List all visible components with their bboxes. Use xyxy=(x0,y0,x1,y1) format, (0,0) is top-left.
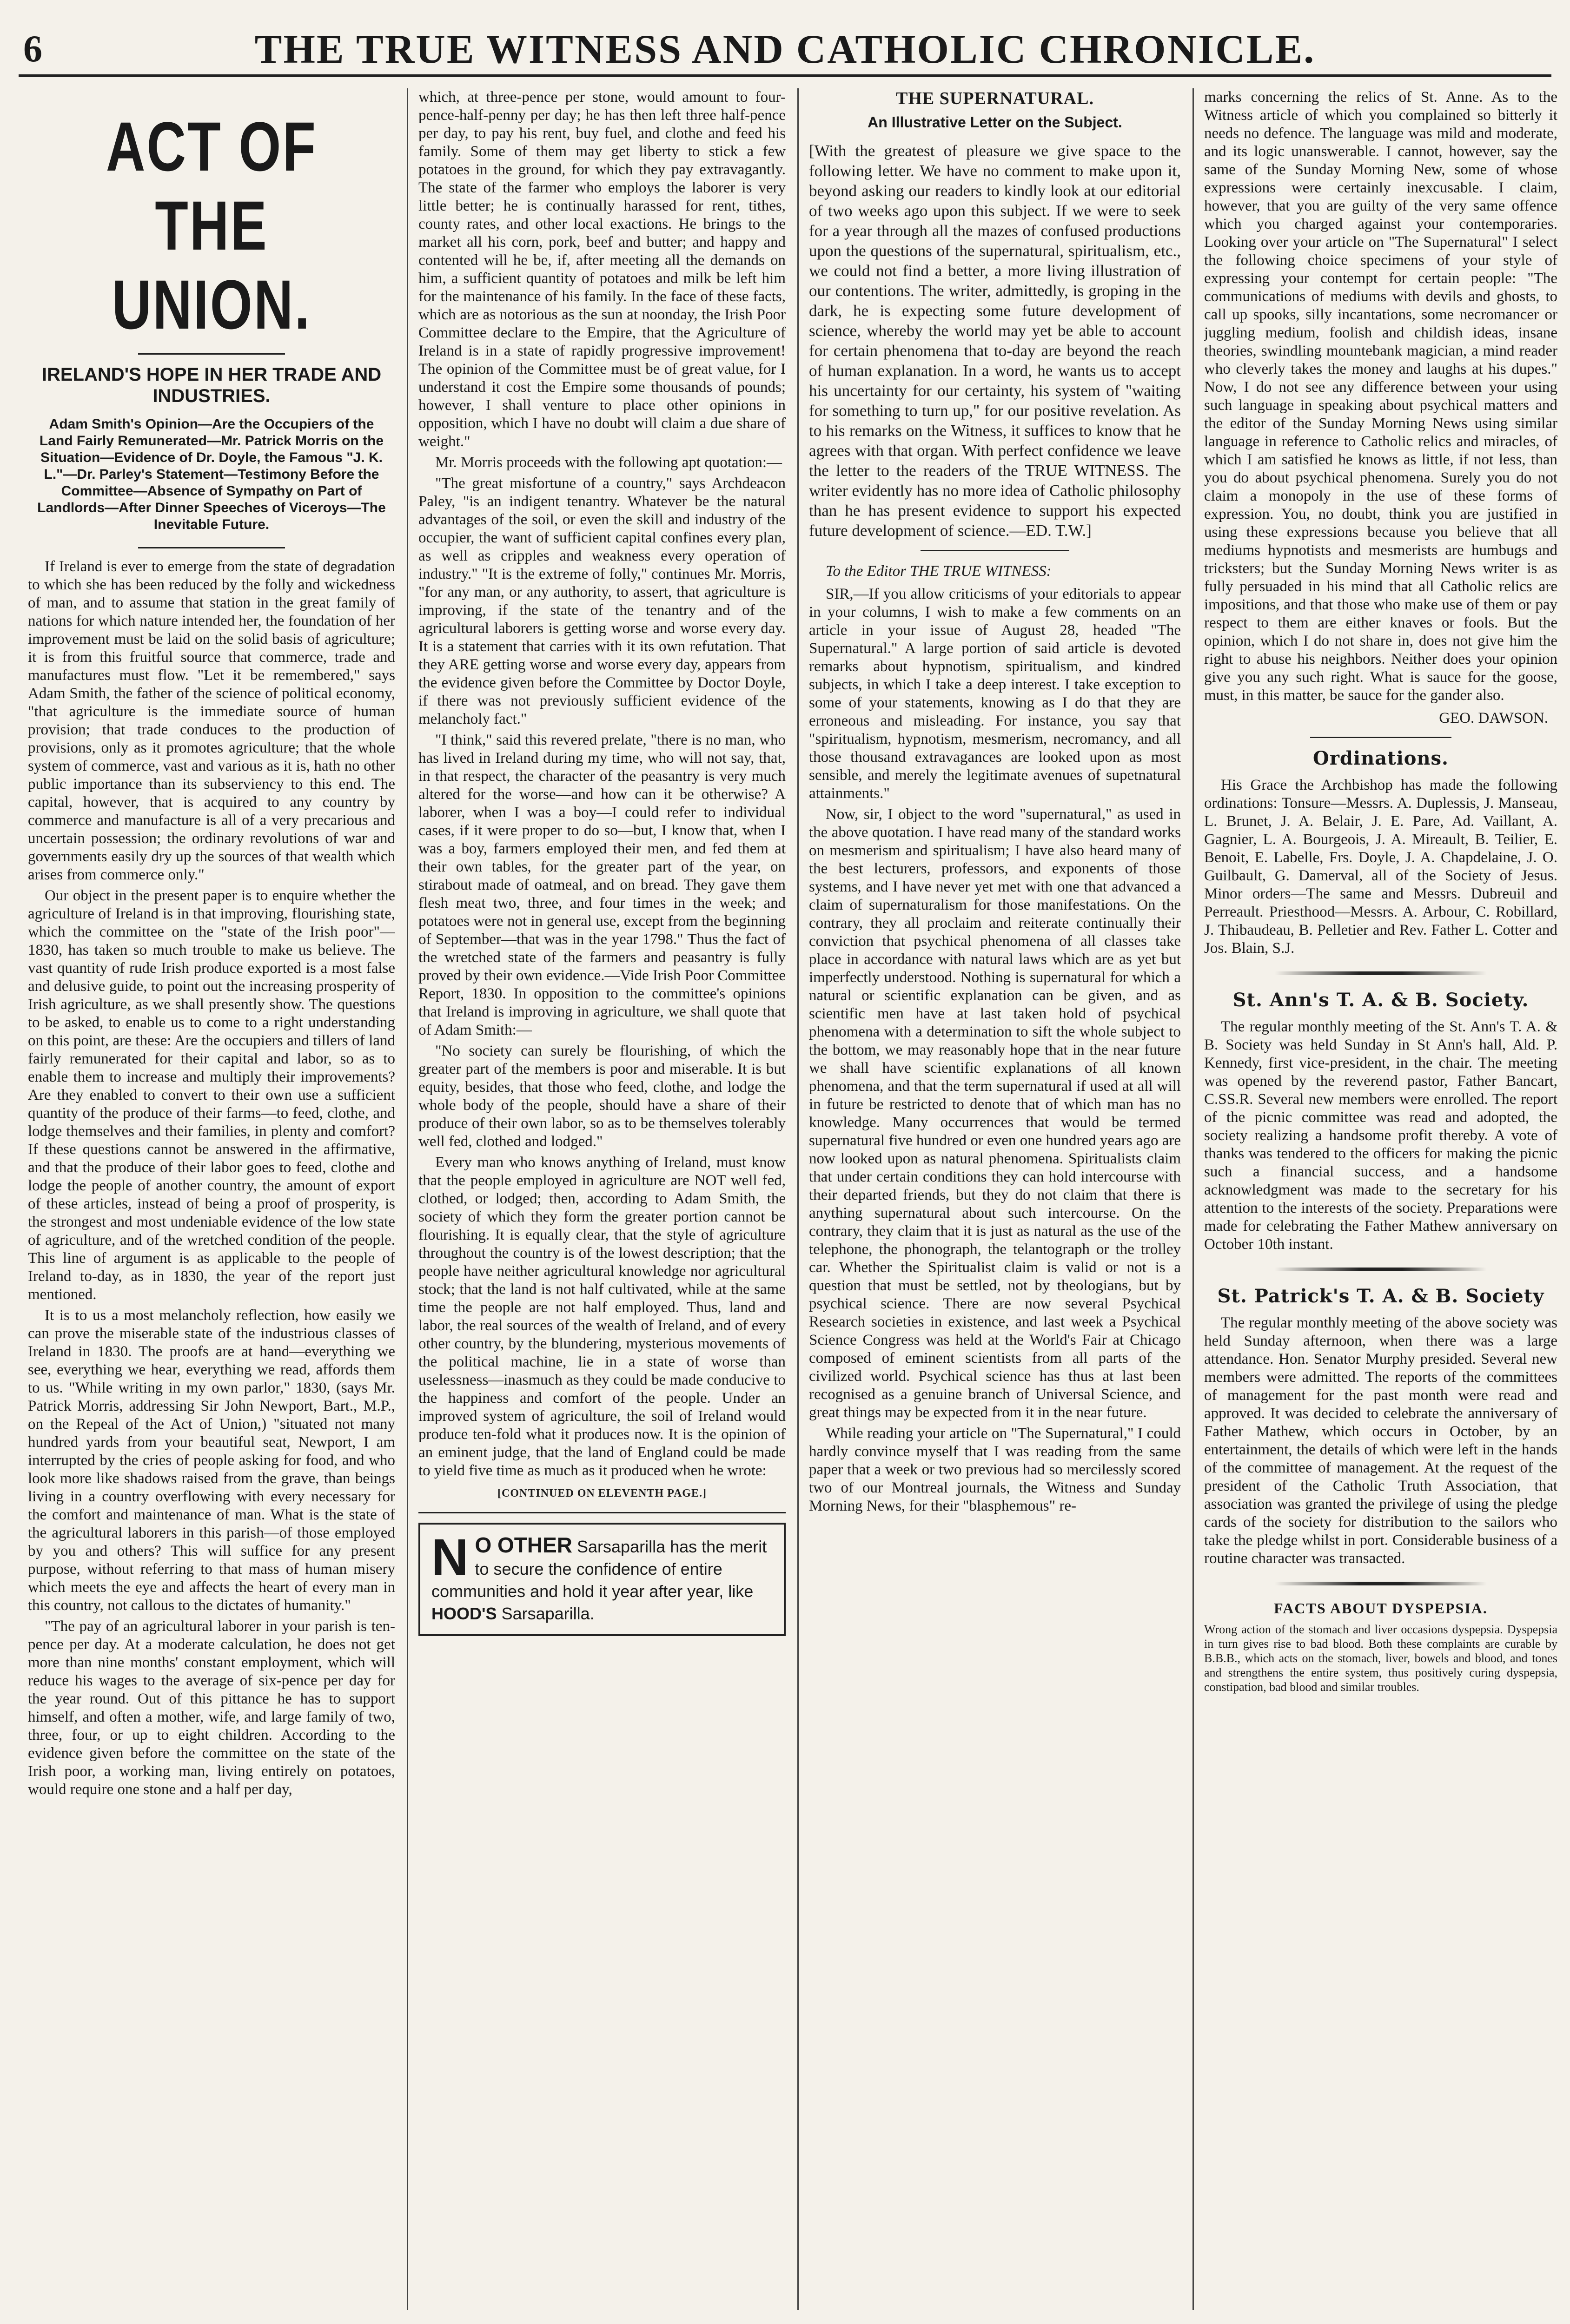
hoods-sarsaparilla-ad xyxy=(418,1523,786,1636)
masthead xyxy=(19,14,1551,77)
letter-paragraph: SIR,—If you allow criticisms of your editorials to appear in your columns, I wish to make a few comments on an article in your issue of August 28, headed "The Supernatural." A large portion of said article is devoted remarks about hypnotism, spiritualism, and kindred subjects, in which I take a deep interest. I take exception to some of your statements, knowing as I do that they are erroneous and misleading. For instance, you say that "spiritualism, hypnotism, mesmerism, necromancy, and all those thousand extravagances are looked upon as most sensible, and merely the legitimate avenues of supetnatural attainments." xyxy=(809,586,1181,802)
page-number: 6 xyxy=(23,27,42,70)
article-paragraph: "The pay of an agricultural laborer in your parish is ten-pence per day. At a moderate calculation, he does not get more than nine months' constant employment, which will reduce his wages to the average of six-pence per day for the year round. Out of this pittance he has to support himself, and often a mother, wife, and large family of two, three, four, or up to eight children. According to the evidence given before the committee on the state of the Irish poor, a working man, living entirely on potatoes, would require one stone and a half per day, xyxy=(28,1618,395,1798)
supernatural-deck: An Illustrative Letter on the Subject. xyxy=(868,114,1122,131)
divider xyxy=(138,353,285,355)
ad-lead: O OTHER xyxy=(475,1533,573,1557)
letter-signature: GEO. DAWSON. xyxy=(1439,710,1548,726)
letter-paragraph: Now, sir, I object to the word "supernatural," as used in the above quotation. I have read many of the standard works on mesmerism and spiritualism; I have also heard many of the best lecturers, professors, and exponents of those systems, and I have never yet met with one that advanced a claim of supernaturalism for those manifestations. On the contrary, they all proclaim and reiterate continually their conviction that psychical phenomena of all classes take place in accordance with natural laws which are as yet but imperfectly understood. Nothing is supernatural for which a natural or scientific explanation can be given, and as scientific men have at last taken hold of psychical phenomena with a determination to sift the whole subject to the bottom, we may reasonably hope that in the near future we shall have scientific explanations of all known phenomena, and that the term supernatural if used at all will in future be restricted to denote that of which man has no knowledge. Many occurrences that would be termed supernatural five hundred or even one hundred years ago are now looked upon as natural phenomena. Spiritualists claim that under certain conditions they can hold intercourse with their departed friends, but they do not claim that there is anything supernatural about such intercourse. On the contrary, they claim that it is just as natural as the use of the telephone, the phonograph, the telantograph or the trolley car. Whether the Spiritualist claim is valid or not is a question that must be settled, not by theologians, but by psychical science. There are now several Psychical Research societies in existence, and last week a Psychical Science Congress was held at the World's Fair at Chicago composed of eminent scientists from all parts of the civilized world. Psychical science has thus at last been recognised as a genuine branch of Universal Science, and great things may be expected from it in the near future. xyxy=(809,806,1181,1421)
editor-note-text: [With the greatest of pleasure we give space to the following letter. We have no comment to make upon it, beyond asking our readers to kindly look at our editorial of two weeks ago upon this subject. If we were to seek for a year through all the mazes of confused productions upon the questions of the supernatural, spiritualism, etc., we could not find a better, a more living illustration of our contentions. The writer, admittedly, is groping in the dark, he is expecting some future development of science, whereby the world may yet be able to account for certain phenomena that to-day are beyond the reach of human explanation. In a word, he wants us to accept his uncertainty for our certainty, his system of "waiting for something to turn up," for our positive revelation. As to his remarks on the Witness, it suffices to know that he agrees with that organ. With perfect confidence we leave the letter to the readers of the TRUE WITNESS. The writer evidently has no more idea of Catholic philosophy than he has present evidence to support his expected future development of science.—ED. T.W.] xyxy=(809,142,1181,540)
continued-note: [CONTINUED ON ELEVENTH PAGE.] xyxy=(497,1487,707,1499)
column-rule xyxy=(1192,88,1194,2310)
article-paragraph: If Ireland is ever to emerge from the state of degradation to which she has been reduced by the folly and wickedness of man, and to assume that station in the great family of nations for which nature intended her, the foundation of her improvement must be laid on the solid basis of agriculture; it is from this fruitful source that commerce, trade and manufactures must flow. "Let it be remembered," says Adam Smith, the father of the science of political economy, "that agriculture is the immediate source of human provision; that trade conduces to the production of provisions, only as it promotes agriculture; that the whole system of commerce, vast and various as it is, hath no other public importance than its subserviency to this end. The capital, however, that is acquired to any country by commerce and manufacture is all of a very precarious and uncertain possession; the ordinary revolutions of war and governments easily dry up the sources of that wealth which arises from commerce only." xyxy=(28,558,395,883)
divider xyxy=(921,550,1069,551)
st-patrick-society-title: St. Patrick's T. A. & B. Society xyxy=(1217,1285,1544,1307)
column-rule xyxy=(407,88,408,2310)
divider xyxy=(418,1512,786,1513)
dyspepsia-title: FACTS ABOUT DYSPEPSIA. xyxy=(1274,1600,1488,1617)
column-4 xyxy=(1204,88,1557,2310)
editor-note xyxy=(809,141,1181,541)
column-3 xyxy=(809,88,1181,2310)
ordinations-text: His Grace the Archbishop has made the following ordinations: Tonsure—Messrs. A. Duplessis, J. Manseau, L. Brunet, J. A. Belair, J. E. Pare, Ad. Vaillant, A. Gagnier, L. A. Bourgeois, J. A. Mireault, B. Teilier, E. Benoit, E. Labelle, Frs. Doyle, J. A. Chapdelaine, J. O. Guilbault, G. Damerval, all of the Society of Jesus. Minor orders—The same and Messrs. Dubreuil and Perreault. Priesthood—Messrs. A. Arbour, C. Robillard, J. Thibaudeau, B. Pelletier and Rev. Father L. Cotter and Jos. Blain, S.J. xyxy=(1204,777,1557,957)
article-deck: Adam Smith's Opinion—Are the Occupiers of the Land Fairly Remunerated—Mr. Patrick Morris on the Situation—Evidence of Dr. Doyle, the Famous "J. K. L."—Dr. Parley's Statement—Testimony Before the Committee—Absence of Sympathy on Part of Landlords—After Dinner Speeches of Viceroys—The Inevitable Future. xyxy=(37,416,386,532)
supernatural-title: THE SUPERNATURAL. xyxy=(896,89,1094,108)
article-paragraph: which, at three-pence per stone, would amount to four-pence-half-penny per day; he has then left three half-pence per day, to pay his rent, buy fuel, and clothe and feed his family. Some of them may get liberty to stick a few potatoes in the ground, for which they pay extravagantly. The state of the farmer who employs the laborer is very little better; he is continually harassed for rent, tithes, county rates, and other local exactions. He brings to the market all his corn, pork, beef and butter; and happy and contented will he be, if, after meeting all the demands on him, a sufficient quantity of potatoes and milk be left him for the maintenance of his family. In the face of these facts, which are as notorious as the sun at noonday, the Irish Poor Committee declare to the Empire, that the Agriculture of Ireland is in a state of rapidly progressive improvement! The opinion of the Committee must be of great value, for I understand it cost the Empire some thousands of pounds; however, I shall venture to place other opinions in opposition, which I have no doubt will claim a due share of weight." xyxy=(418,89,786,450)
st-ann-society-title: St. Ann's T. A. & B. Society. xyxy=(1232,989,1529,1011)
article-paragraph: "No society can surely be flourishing, of which the greater part of the members is poor and miserable. It is but equity, besides, that those who feed, clothe, and lodge the whole body of the people, should have a share of their produce of their own labor, so as to be themselves tolerably well fed, clothed and lodged." xyxy=(418,1043,786,1150)
ad-tail: Sarsaparilla. xyxy=(497,1604,595,1623)
newspaper-title: THE TRUE WITNESS AND CATHOLIC CHRONICLE. xyxy=(254,27,1316,72)
article-paragraph: It is to us a most melancholy reflection, how easily we can prove the miserable state of the industrious classes of Ireland in 1830. The proofs are at hand—everything we see, everything we hear, everything we read, affords them to us. "While writing in my own parlor," 1830, (says Mr. Patrick Morris, addressing Sir John Newport, Bart., M.P., on the Repeal of the Act of Union,) "situated not many hundred yards from your beautiful seat, Newport, I am interrupted by the cries of people asking for food, and who look more like shadows raised from the grave, than beings living in a country overflowing with every necessary for the comfort and maintenance of man. What is the state of the agricultural laborers in this parish—of those employed by you and others? This will suffice for any present purpose, without referring to that mass of human misery which meets the eye and affects the heart of every man in this country, not callous to the dictates of humanity." xyxy=(28,1307,395,1614)
dyspepsia-text: Wrong action of the stomach and liver occasions dyspepsia. Dyspepsia in turn gives rise to bad blood. Both these complaints are curable by B.B.B., which acts on the stomach, liver, bowels and blood, and tones and strengthens the entire system, thus positively curing dyspepsia, constipation, bad blood and similar troubles. xyxy=(1204,1623,1557,1694)
column-1 xyxy=(28,88,395,2310)
letter-paragraph: While reading your article on "The Supernatural," I could hardly convince myself that I was reading from the same paper that a week or two previous had so mercilessly scored two of our Montreal journals, the Witness and Sunday Morning News, for their "blasphemous" re- xyxy=(809,1425,1181,1514)
ordinations-title: Ordinations. xyxy=(1313,747,1449,769)
article-paragraph: "The great misfortune of a country," says Archdeacon Paley, "is an indigent tenantry. Whatever be the natural advantages of the soil, or even the skill and industry of the occupier, the want of sufficient capital confines every plan, as well as cripples and weakness every operation of industry." "It is the extreme of folly," continues Mr. Morris, "for any man, or any authority, to assert, that agriculture is improving, if the state of the tenantry and of the agricultural laborers is getting worse and worse every day. It is a statement that carries with it its own refutation. That they ARE getting worse and worse every day, appears from the evidence given before the Committee by Doctor Doyle, if there was not previously sufficient evidence of the melancholy fact." xyxy=(418,475,786,727)
column-rule xyxy=(797,88,799,2310)
ad-text: Sarsaparilla has the merit to secure the confidence of entire communities and hold it year after year, like xyxy=(431,1537,767,1601)
article-paragraph: Mr. Morris proceeds with the following apt quotation:— xyxy=(435,454,782,471)
ad-drop-cap: N xyxy=(431,1529,469,1586)
ornamental-rule xyxy=(1275,971,1487,975)
st-ann-society-text: The regular monthly meeting of the St. Ann's T. A. & B. Society was held Sunday in St Ann's hall, Ald. P. Kennedy, first vice-president, in the chair. The meeting was opened by the reverend pastor, Father Bancart, C.SS.R. Several new members were enrolled. The report of the picnic committee was read and adopted, the society realizing a handsome profit thereby. A vote of thanks was tendered to the officers for making the picnic such a financial success, and a handsome acknowledgment was made to the secretary for his attention to the interests of the society. Preparations were made for celebrating the Father Mathew anniversary on October 10th instant. xyxy=(1204,1018,1557,1253)
letter-paragraph: marks concerning the relics of St. Anne. As to the Witness article of which you complained so bitterly it needs no defence. The language was mild and moderate, and its logic unanswerable. I cannot, however, say the same of the Sunday Morning New, some of whose expressions were certainly inexcusable. I claim, however, that you are guilty of the very same offence which you charged against your contemporaries. Looking over your article on "The Supernatural" I select the following choice specimens of your style of expressing your contempt for certain people: "The communications of mediums with devils and ghosts, to call up spooks, silly incantations, some necromancer or juggling medium, foolish and childish ideas, insane theories, swindling mountebank magician, a mind reader who cleverly takes the money and laughs at his dupes." Now, I do not see any difference between your using such language in speaking about psychical matters and the editor of the Sunday Morning News using similar language in reference to Catholic relics and miracles, of which I am satisfied he knows as little, if not less, than you do about psychical phenomena. Surely you do not claim a monopoly in the use of these forms of expression. You, no doubt, think you are justified in using these expressions because you believe that all mediums hypnotists and mesmerists are humbugs and tricksters; but the Sunday Morning News writer is as fully persuaded in his mind that all Catholic relics are impositions, and that those who make use of them or pay respect to them are either knaves or fools. But the opinion, which I do not share in, does not give him the right to abuse his neighbors. Neither does your opinion give you any such right. What is sauce for the goose, must, in this matter, be sauce for the gander also. xyxy=(1204,89,1557,704)
article-paragraph: Every man who knows anything of Ireland, must know that the people employed in agriculture are NOT well fed, clothed, or lodged; then, according to Adam Smith, the society of which they form the greater portion cannot be flourishing. It is equally clear, that the style of agriculture throughout the country is of the lowest description; that the people have neither agricultural knowledge nor agricultural stock; that the land is not half cultivated, while at the same time the people are not half employed. Thus, land and labor, the real sources of the wealth of Ireland, and of every other country, by the blundering, mysterious movements of the political machine, lie in a state of worse than uselessness—inasmuch as they could be made conducive to the happiness and comfort of the people. Under an improved system of agriculture, the soil of Ireland would produce ten-fold what it produces now. It is the opinion of an eminent judge, that the land of England could be made to yield five time as much as it produced when he wrote: xyxy=(418,1154,786,1479)
article-title: ACT OF THE UNION. xyxy=(106,107,318,343)
ornamental-rule xyxy=(1275,1582,1487,1585)
article-subhead: IRELAND'S HOPE IN HER TRADE AND INDUSTRIES. xyxy=(41,364,382,406)
ornamental-rule xyxy=(1275,1268,1487,1271)
letter-salutation: To the Editor THE TRUE WITNESS: xyxy=(826,563,1052,580)
article-paragraph: "I think," said this revered prelate, "there is no man, who has lived in Ireland during my time, who will not say, that, in that respect, the character of the peasantry is very much altered for the worse—and how can it be otherwise? A laborer, when I was a boy—I could refer to individual cases, if it were proper to do so—but, I know that, when I was a boy, farmers employed their men, and fed them at their own tables, for the greater part of the year, on stirabout made of oatmeal, and on bread. They gave them flesh meat two, three, and four times in the week; and potatoes were not in general use, except from the beginning of September—that was in the year 1798." Thus the fact of the wretched state of the farmers and peasantry is fully proved by their own evidence.—Vide Irish Poor Committee Report, 1830. In opposition to the committee's opinions that Ireland is improving in agriculture, we shall quote that of Adam Smith:— xyxy=(418,732,786,1038)
st-patrick-society-text: The regular monthly meeting of the above society was held Sunday afternoon, when there was a large attendance. Hon. Senator Murphy presided. Several new members were admitted. The reports of the committees of management for the past month were read and approved. It was decided to celebrate the anniversary of Father Mathew, which occurs in October, by an entertainment, the details of which were left in the hands of the committee of management. At the request of the president of the Catholic Truth Association, that association was granted the privilege of using the pledge cards of the society for distribution to the sailors who take the pledge whilst in port. Considerable business of a routine character was transacted. xyxy=(1204,1314,1557,1567)
article-paragraph: Our object in the present paper is to enquire whether the agriculture of Ireland is in that improving, flourishing state, which the committee on the "state of the Irish poor"—1830, has taken so much trouble to make us believe. The vast quantity of rude Irish produce exported is a most false and delusive guide, to point out the increasing prosperity of Irish agriculture, as we shall presently show. The questions to be asked, to enable us to come to a right understanding on this point, are these: Are the occupiers and tillers of land fairly remunerated for their capital and labor, so as to enable them to increase and multiply their improvements? Are they enabled to convert to their own use a sufficient quantity of the produce of their farms—to feed, clothe, and lodge themselves and their families, in plenty and comfort? If these questions cannot be answered in the affirmative, and that the produce of their labor goes to feed, clothe and lodge the people of another country, the amount of export of these articles, instead of being a proof of prosperity, is the strongest and most undeniable evidence of the low state of agriculture, and of the wretched condition of the people. This line of argument is as applicable to the people of Ireland to-day, as in 1830, the year of the report just mentioned. xyxy=(28,887,395,1303)
divider xyxy=(138,547,285,548)
ad-brand: HOOD'S xyxy=(431,1604,497,1623)
column-2 xyxy=(418,88,786,2310)
divider xyxy=(1310,737,1451,738)
